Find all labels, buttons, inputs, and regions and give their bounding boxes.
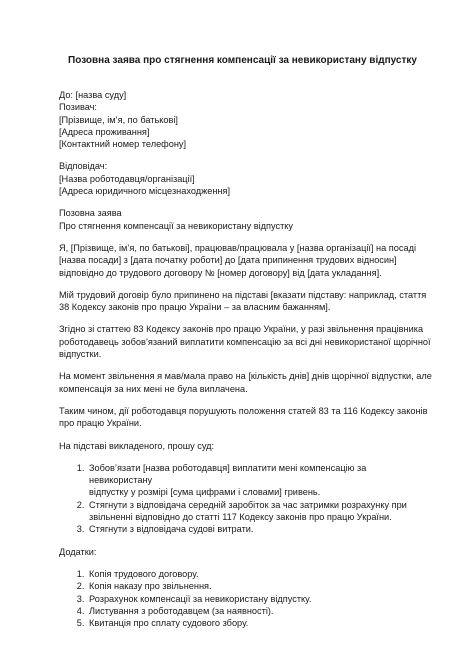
request-item — [87, 499, 424, 524]
request-item — [87, 523, 424, 535]
paragraph-line: компенсація за них мені не була виплачена. — [59, 383, 248, 394]
paragraph-line: На підставі викладеного, прошу суд: — [59, 440, 215, 451]
paragraph-line: роботодавець зобов’язаний виплатити компенсацію за всі дні невикористаної щорічної — [59, 336, 431, 347]
paragraph-line: відповідно до трудового договору № [номер договору] від [дата укладання]. — [59, 267, 382, 278]
paragraph-line: Таким чином, дії роботодавця порушують положення статей 83 та 116 Кодексу законів — [59, 405, 428, 416]
attachment-item: 5. Квитанція про сплату судового збору. — [87, 617, 424, 629]
plaintiff-address: [Адреса проживання] — [59, 126, 150, 137]
request-item — [87, 462, 424, 499]
body-paragraphs — [59, 242, 432, 452]
defendant-label: Відповідач: — [59, 161, 108, 172]
paragraph-line: Згідно зі статтею 83 Кодексу законів про працю України, у разі звільнення працівника — [59, 324, 424, 335]
attachment-item: 4. Листування з роботодавцем (за наявності). — [87, 605, 424, 617]
paragraph-line: Я, [Прізвище, ім’я, по батькові], працював/працювала у [назва організації] на посаді — [59, 242, 416, 253]
attachment-item: 3. Розрахунок компенсації за невикористану відпустку. — [87, 593, 424, 605]
plaintiff-phone: [Контактний номер телефону] — [59, 139, 187, 150]
paragraph-line: [назва посади] з [дата початку роботи] до [дата припинення трудових відносин] — [59, 255, 397, 266]
attachments-list — [59, 568, 424, 629]
request-line: відпустку у розмірі [сума цифрами і словами] гривень. — [89, 487, 321, 498]
defendant-address: [Адреса юридичного місцезнаходження] — [59, 186, 231, 197]
requests-list — [59, 462, 424, 536]
request-line: 2. Стягнути з відповідача середній заробіток за час затримки розрахунку при — [89, 499, 407, 510]
document-title: Позовна заява про стягнення компенсації за невикористану відпустку — [68, 55, 417, 66]
defendant-block — [59, 160, 424, 197]
plaintiff-name: [Прізвище, ім’я, по батькові] — [59, 114, 178, 125]
attachment-item: 1. Копія трудового договору. — [87, 568, 424, 580]
plaintiff-label: Позивач: — [59, 102, 97, 113]
paragraph-line: Мій трудовий договір було припинено на підставі [вказати підставу: наприклад, стаття — [59, 289, 427, 300]
paragraph-line: відпустки. — [59, 349, 102, 360]
claim-subject: Про стягнення компенсації за невикористану відпустку — [59, 220, 294, 231]
body-paragraph — [59, 242, 424, 279]
request-line: звільненні відповідно до статті 117 Кодексу законів про працю України. — [89, 512, 392, 523]
request-line: 3. Стягнути з відповідача судові витрати. — [89, 524, 254, 535]
court-line: До: [назва суду] — [59, 90, 127, 100]
paragraph-line: 38 Кодексу законів про працю України – за власним бажанням]. — [59, 302, 331, 313]
body-paragraph — [59, 370, 432, 395]
body-paragraph — [59, 289, 427, 314]
defendant-name: [Назва роботодавця/організації] — [59, 173, 195, 184]
body-paragraph — [59, 440, 424, 452]
paragraph-line: На момент звільнення я мав/мала право на [кількість днів] днів щорічної відпустки, але — [59, 371, 432, 382]
attachments-label: Додатки: — [59, 546, 97, 557]
attachment-item: 2. Копія наказу про звільнення. — [87, 580, 424, 592]
claim-type: Позовна заява — [59, 208, 122, 219]
request-line: 1. Зобов’язати [назва роботодавця] виплатити мені компенсацію за невикористану — [89, 462, 367, 486]
parties-block — [59, 89, 424, 150]
body-paragraph — [59, 323, 431, 360]
claim-heading — [59, 207, 424, 232]
paragraph-line: про працю України. — [59, 418, 142, 429]
body-paragraph — [59, 405, 428, 430]
